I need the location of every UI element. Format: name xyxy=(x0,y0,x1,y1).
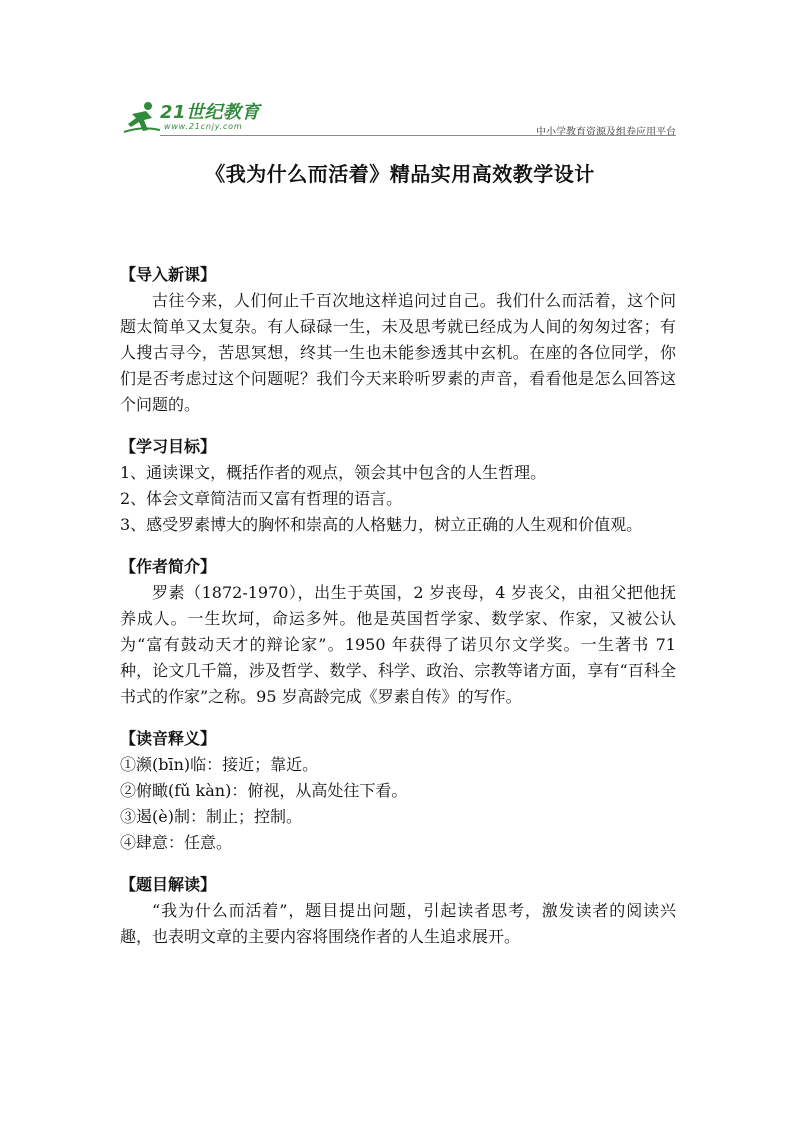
list-item: ④肆意：任意。 xyxy=(120,833,233,852)
section-heading: 【作者简介】 xyxy=(120,557,217,576)
section-pronunciation xyxy=(120,726,676,856)
section-objectives xyxy=(120,434,676,538)
platform-label: 中小学教育资源及组卷应用平台 xyxy=(536,127,676,138)
document-body xyxy=(120,262,676,966)
section-title-analysis xyxy=(120,872,676,950)
logo xyxy=(120,98,280,138)
page-header xyxy=(120,98,676,140)
section-heading: 【读音释义】 xyxy=(120,729,217,748)
section-paragraph: 古往今来，人们何止千百次地这样追问过自己。我们什么而活着，这个问题太简单又太复杂。有人碌碌一生，未及思考就已经成为人间的匆匆过客；有人搜古寻今，苦思冥想，终其一生也未能参透其中玄机。在座的各位同学，你们是否考虑过这个问题呢？我们今天来聆听罗素的声音，看看他是怎么回答这个问题的。 xyxy=(120,291,676,414)
section-paragraph: “我为什么而活着”，题目提出问题，引起读者思考，激发读者的阅读兴趣，也表明文章的主要内容将围绕作者的人生追求展开。 xyxy=(120,901,676,946)
list-item: 2、体会文章简洁而又富有哲理的语言。 xyxy=(120,489,403,508)
section-intro xyxy=(120,262,676,418)
logo-text: 21世纪教育 xyxy=(160,102,261,123)
list-item: ②俯瞰(fǔ kàn)：俯视，从高处往下看。 xyxy=(120,781,408,800)
list-item: ①濒(bīn)临：接近；靠近。 xyxy=(120,755,319,774)
section-heading: 【题目解读】 xyxy=(120,875,217,894)
section-heading: 【学习目标】 xyxy=(120,437,217,456)
section-author xyxy=(120,554,676,710)
runner-logo-icon xyxy=(122,100,162,136)
document-title: 《我为什么而活着》精品实用高效教学设计 xyxy=(205,162,595,186)
list-item: ③遏(è)制：制止；控制。 xyxy=(120,807,302,826)
logo-url: www.21cnjy.com xyxy=(164,122,243,131)
section-paragraph: 罗素（1872-1970），出生于英国，2 岁丧母，4 岁丧父，由祖父把他抚养成人。一生坎坷，命运多舛。他是英国哲学家、数学家、作家，又被公认为“富有鼓动天才的辩论家”。1950 年获得了诺贝尔文学奖。一生著书 71 种，论文几千篇，涉及哲学、数学、科学、政治、宗教等诸方面，享有“百科全书式的作家”之称。95 岁高龄完成《罗素自传》的写作。 xyxy=(120,583,676,706)
list-item: 3、感受罗素博大的胸怀和崇高的人格魅力，树立正确的人生观和价值观。 xyxy=(120,515,643,534)
header-divider xyxy=(160,135,676,136)
section-heading: 【导入新课】 xyxy=(120,265,217,284)
list-item: 1、通读课文，概括作者的观点，领会其中包含的人生哲理。 xyxy=(120,463,547,482)
